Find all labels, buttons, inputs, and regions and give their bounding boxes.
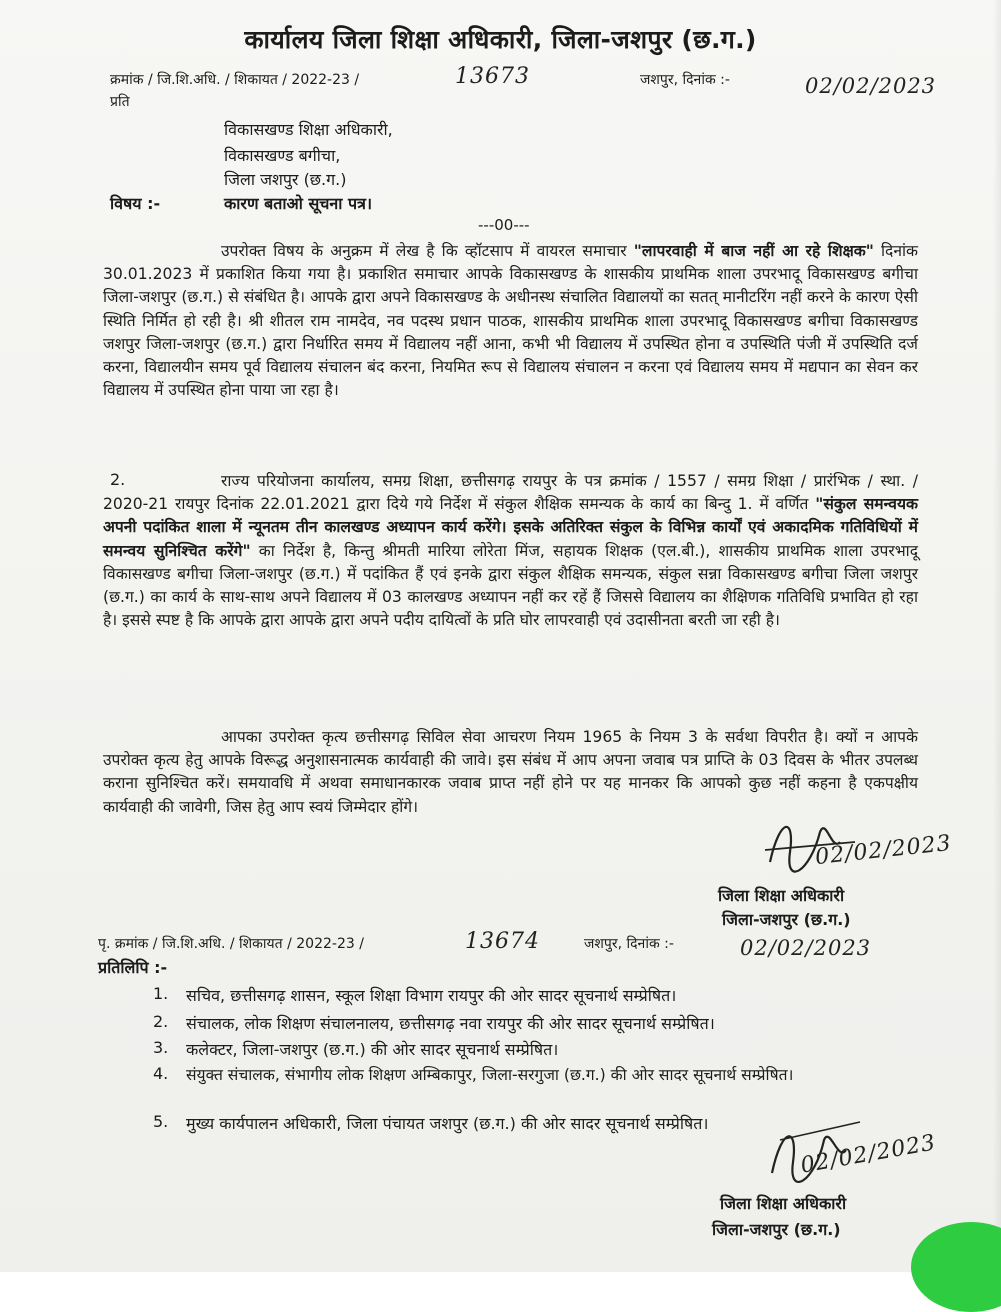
addressee-line-2: विकासखण्ड बगीचा,	[224, 146, 341, 165]
copy-item-5-number: 5.	[153, 1112, 169, 1131]
subject-text: कारण बताओ सूचना पत्र।	[224, 194, 373, 213]
reference-number: क्रमांक / जि.शि.अधि. / शिकायत / 2022-23 /	[110, 72, 360, 88]
paragraph-1-news-title: "लापरवाही में बाज नहीं आ रहे शिक्षक"	[633, 242, 874, 260]
separator: ---00---	[478, 216, 530, 234]
office-heading: कार्यालय जिला शिक्षा अधिकारी, जिला-जशपुर (छ.ग.)	[244, 25, 757, 54]
paragraph-2-quoted-directive: "संकुल समन्वयक अपनी पदांकित शाला में न्यूनतम तीन कालखण्ड अध्यापन कार्य करेंगे। इसके अतिरिक्त संकुल के विभिन्न कार्यों एवं अकादमिक गतिविधियों में समन्वय सुनिश्चित करेंगे"	[103, 495, 918, 560]
paragraph-1-part-a: उपरोक्त विषय के अनुक्रम में लेख है कि व्हॉटसाप में वायरल समाचार	[221, 242, 634, 260]
copy-item-1-text: सचिव, छत्तीसगढ़ शासन, स्कूल शिक्षा विभाग रायपुर की ओर सादर सूचनार्थ सम्प्रेषित।	[186, 986, 677, 1005]
copy-item-3-text: कलेक्टर, जिला-जशपुर (छ.ग.) की ओर सादर सूचनार्थ सम्प्रेषित।	[186, 1040, 559, 1059]
signature-2-district: जिला-जशपुर (छ.ग.)	[712, 1220, 841, 1239]
copy-reference-number: पृ. क्रमांक / जि.शि.अधि. / शिकायत / 2022-23 /	[98, 936, 364, 952]
signature-1-designation: जिला शिक्षा अधिकारी	[718, 886, 845, 905]
signature-2-designation: जिला शिक्षा अधिकारी	[720, 1194, 847, 1213]
handwritten-date: 02/02/2023	[805, 74, 937, 98]
copy-handwritten-ref-number: 13674	[465, 929, 540, 954]
copy-item-2-text: संचालक, लोक शिक्षण संचालनालय, छत्तीसगढ़ नवा रायपुर की ओर सादर सूचनार्थ सम्प्रेषित।	[186, 1014, 715, 1033]
paragraph-1-part-c: दिनांक 30.01.2023 में प्रकाशित किया गया है। प्रकाशित समाचार आपके विकासखण्ड के शासकीय प्राथमिक शाला उपरभादू विकासखण्ड बगीचा जिला-जशपुर (छ.ग.) से संबंधित है। आपके द्वारा अपने विकासखण्ड के अधीनस्थ संचालित विद्यालयों का सतत् मानीटरिंग नहीं करने के कारण ऐसी स्थिति निर्मित हो रही है। श्री शीतल राम नामदेव, नव पदस्थ प्रधान पाठक, शासकीय प्राथमिक शाला उपरभादू विकासखण्ड बगीचा विकासखण्ड जशपुर जिला-जशपुर (छ.ग.) द्वारा निर्धारित समय में विद्यालय नहीं आना, कभी भी विद्यालय में उपस्थित होना व उपस्थिति पंजी में उपस्थिति दर्ज करना, विद्यालयीन समय पूर्व विद्यालय संचालन बंद करना, नियमित रूप से विद्यालय संचालन न करना एवं विद्यालय समय में मद्यपान का सेवन कर विद्यालय में उपस्थित होना पाया जा रहा है।	[103, 242, 918, 400]
prati-label: प्रति	[110, 94, 130, 110]
paragraph-1	[103, 240, 918, 402]
handwritten-ref-number: 13673	[455, 64, 530, 89]
addressee-line-3: जिला जशपुर (छ.ग.)	[224, 170, 347, 189]
copy-item-4-text: संयुक्त संचालक, संभागीय लोक शिक्षण अम्बिकापुर, जिला-सरगुजा (छ.ग.) की ओर सादर सूचनार्थ सम्प्रेषित।	[186, 1066, 794, 1084]
copy-place-date-label: जशपुर, दिनांक :-	[584, 936, 674, 952]
green-overlay-shape	[911, 1222, 1001, 1312]
signature-1-district: जिला-जशपुर (छ.ग.)	[722, 910, 851, 929]
paragraph-2-part-a: राज्य परियोजना कार्यालय, समग्र शिक्षा, छत्तीसगढ़ रायपुर के पत्र क्रमांक / 1557 / समग्र शिक्षा / प्रारंभिक / स्था. / 2020-21 रायपुर दिनांक 22.01.2021 द्वारा दिये गये निर्देश में संकुल शैक्षिक समन्यक के कार्य का बिन्दु 1. में वर्णित	[103, 472, 918, 514]
addressee-line-1: विकासखण्ड शिक्षा अधिकारी,	[224, 120, 393, 139]
copy-item-1-number: 1.	[153, 984, 169, 1003]
copy-item-5-text: मुख्य कार्यपालन अधिकारी, जिला पंचायत जशपुर (छ.ग.) की ओर सादर सूचनार्थ सम्प्रेषित।	[186, 1114, 709, 1133]
copy-item-2-number: 2.	[153, 1012, 169, 1031]
copy-item-3-number: 3.	[153, 1038, 169, 1057]
paragraph-2	[103, 470, 918, 632]
place-date-label: जशपुर, दिनांक :-	[640, 72, 730, 88]
signature-1-date: 02/02/2023	[814, 830, 953, 871]
subject-label: विषय :-	[110, 194, 161, 213]
paragraph-3: आपका उपरोक्त कृत्य छत्तीसगढ़ सिविल सेवा आचरण नियम 1965 के नियम 3 के सर्वथा विपरीत है। क्यों न आपके उपरोक्त कृत्य हेतु आपके विरूद्ध अनुशासनात्मक कार्यवाही की जावे। इस संबंध में आप अपना जवाब पत्र प्राप्ति के 03 दिवस के भीतर उपलब्ध कराना सुनिश्चित करें। समयावधि में अथवा समाधानकारक जवाब प्राप्त नहीं होने पर यह मानकर कि आपको कुछ नहीं कहना है एकपक्षीय कार्यवाही की जावेगी, जिस हेतु आप स्वयं जिम्मेदार होंगे।	[103, 728, 918, 816]
signature-2-date: 02/02/2023	[798, 1130, 938, 1179]
copy-to-label: प्रतिलिपि :-	[98, 958, 168, 977]
copy-item-4-number: 4.	[153, 1064, 169, 1083]
scan-shadow	[993, 0, 1001, 1272]
paragraph-2-number: 2.	[110, 470, 126, 489]
copy-handwritten-date: 02/02/2023	[740, 936, 872, 960]
paragraph-2-part-c: का निर्देश है, किन्तु श्रीमती मारिया लोरेता मिंज, सहायक शिक्षक (एल.बी.), शासकीय प्राथमिक शाला उपरभादू विकासखण्ड बगीचा जिला-जशपुर (छ.ग.) में पदांकित हैं एवं इनके द्वारा संकुल शैक्षिक समन्यक, संकुल सन्ना विकासखण्ड बगीचा जिला जशपुर (छ.ग.) का कार्य के साथ-साथ अपने विद्यालय में 03 कालखण्ड अध्यापन नहीं कर रहें हैं जिससे विद्यालय का शैक्षिणक गतिविधि प्रभावित हो रहा है। इससे स्पष्ट है कि आपके द्वारा आपके द्वारा अपने पदीय दायित्वों के प्रति घोर लापरवाही एवं उदासीनता बरती जा रही है।	[103, 541, 918, 630]
